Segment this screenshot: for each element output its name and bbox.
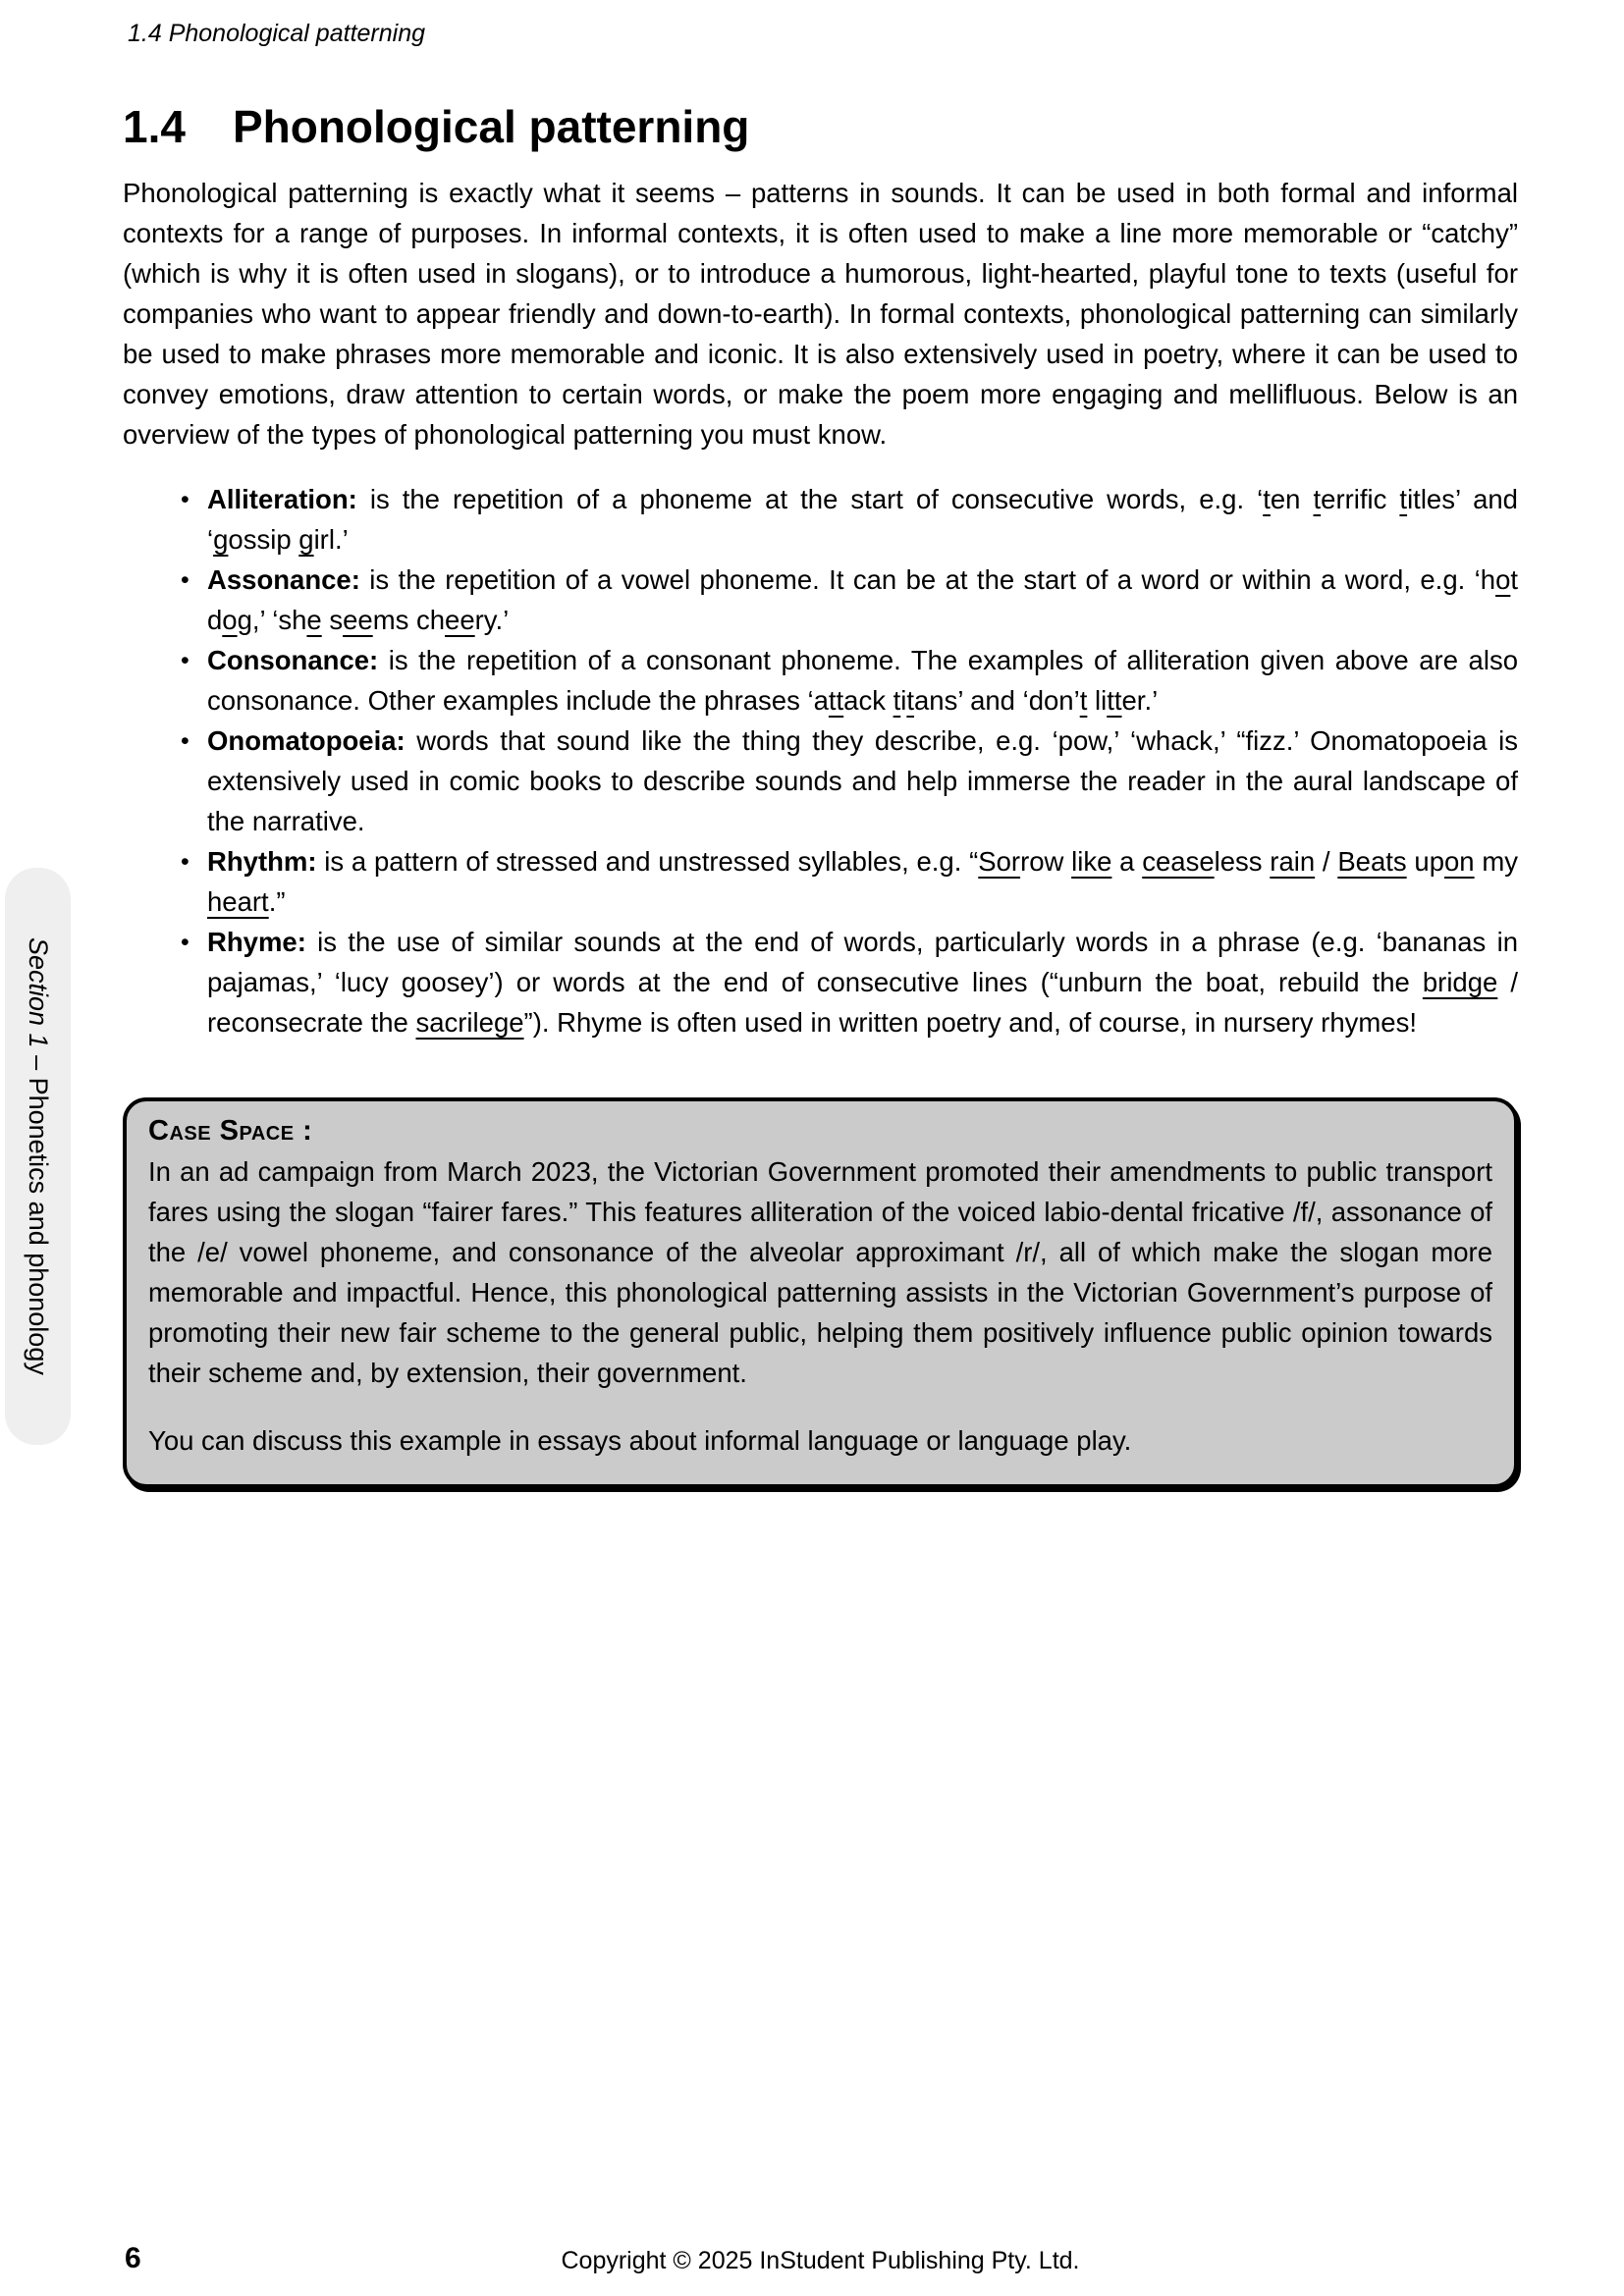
list-item-rhyme xyxy=(207,922,1518,1042)
term-definition: is the repetition of a vowel phoneme. It can be at the start of a word or within a word, e.g. ‘hot dog,’ ‘she seems cheery.’ xyxy=(207,564,1518,635)
term-definition: words that sound like the thing they describe, e.g. ‘pow,’ ‘whack,’ “fizz.’ Onomatopoeia is extensively used in comic books to describe sounds and help immerse the reader in the aural landscape of the narrative. xyxy=(207,725,1518,836)
section-number: 1.4 xyxy=(123,101,186,152)
page-number: 6 xyxy=(125,2242,141,2274)
term-label: Consonance: xyxy=(207,645,379,675)
term-label: Onomatopoeia: xyxy=(207,725,406,756)
list-item-consonance xyxy=(207,640,1518,721)
page-title xyxy=(123,100,1518,153)
copyright-notice: Copyright © 2025 InStudent Publishing Pty. Ltd. xyxy=(561,2247,1080,2274)
sidebar-section-name: Section 1 xyxy=(24,937,53,1048)
intro-paragraph: Phonological patterning is exactly what it seems – patterns in sounds. It can be used in both formal and informal contexts for a range of purposes. In informal contexts, it is often used to make a line more memorable or “catchy” (which is why it is often used in slogans), or to introduce a humorous, light-hearted, playful tone to texts (useful for companies who want to appear friendly and down-to-earth). In formal contexts, phonological patterning can similarly be used to make phrases more memorable and iconic. It is also extensively used in poetry, where it can be used to convey emotions, draw attention to certain words, or make the poem more engaging and mellifluous. Below is an overview of the types of phonological patterning you must know. xyxy=(123,178,1518,450)
term-label: Rhythm: xyxy=(207,846,317,877)
term-definition: is the use of similar sounds at the end of words, particularly words in a phrase (e.g. ‘bananas in pajamas,’ ‘lucy goosey’) or words at the end of consecutive lines (“unburn the boat, rebuild the bridge / reconsecrate the sacrilege”). Rhyme is often used in written poetry and, of course, in nursery rhymes! xyxy=(207,927,1519,1038)
section-sidebar-tab xyxy=(5,868,71,1445)
case-space-box xyxy=(123,1097,1518,1488)
list-item-rhythm xyxy=(207,841,1518,922)
term-definition: is the repetition of a consonant phoneme. The examples of alliteration given above are also consonance. Other examples include the phrases ‘attack titans’ and ‘don’t litter.’ xyxy=(207,645,1519,716)
term-definition: is a pattern of stressed and unstressed syllables, e.g. “Sorrow like a ceaseless rain / Beats upon my heart.” xyxy=(207,846,1519,917)
case-space-body: In an ad campaign from March 2023, the Victorian Government promoted their amendments to public transport fares using the slogan “fairer fares.” This features alliteration of the voiced labio-dental fricative /f/, assonance of the /e/ vowel phoneme, and consonance of the alveolar approximant /r/, all of which make the slogan more memorable and impactful. Hence, this phonological patterning assists in the Victorian Government’s purpose of promoting their new fair scheme to the general public, helping them positively influence public opinion towards their scheme and, by extension, their government. xyxy=(148,1156,1492,1388)
list-item-assonance xyxy=(207,560,1518,640)
term-label: Assonance: xyxy=(207,564,360,595)
term-label: Alliteration: xyxy=(207,484,357,514)
term-definition: is the repetition of a phoneme at the start of consecutive words, e.g. ‘ten terrific titles’ and ‘gossip girl.’ xyxy=(207,484,1518,555)
list-item-alliteration xyxy=(207,479,1518,560)
page-content xyxy=(123,100,1518,1488)
list-item-onomatopoeia xyxy=(207,721,1518,841)
term-label: Rhyme: xyxy=(207,927,306,957)
sidebar-section-rest: – Phonetics and phonology xyxy=(24,1047,53,1375)
phonological-types-list xyxy=(123,479,1518,1042)
sidebar-section-label xyxy=(23,937,53,1375)
case-space-note: You can discuss this example in essays about informal language or language play. xyxy=(148,1425,1132,1456)
section-title: Phonological patterning xyxy=(232,101,750,152)
running-header: 1.4 Phonological patterning xyxy=(128,20,426,47)
case-space-label: Case Space : xyxy=(148,1115,313,1147)
